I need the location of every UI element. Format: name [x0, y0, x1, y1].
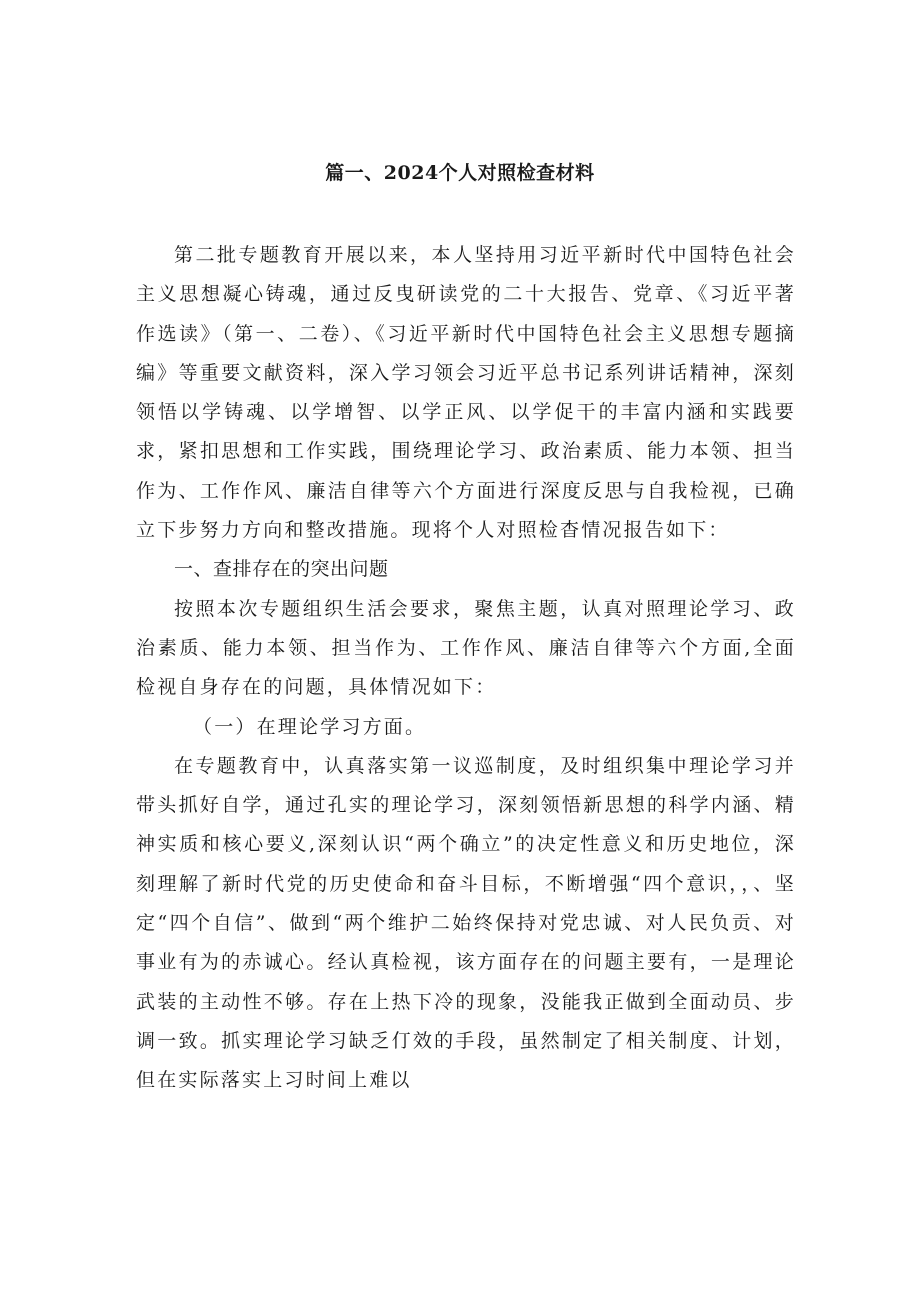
document-title: 篇一、2024个人对照检查材料 — [325, 162, 595, 184]
subsection-heading: （一）在理论学习方面。 — [193, 715, 427, 738]
intro-paragraph: 第二批专题教育开展以来，本人坚持用习近平新时代中国特色社会主义思想凝心铸魂，通过反曳研读党的二十大报告、党章、《习近平著作选读》（第一、二卷）、《习近平新时代中国特色社会主义思想专题摘编》等重要文献资料，深入学习领会习近平总书记系列讲话精神，深刻领悟以学铸魂、以学增智、以学正风、以学促干的丰富内涵和实践要求，紧扣思想和工作实践，围绕理论学习、政治素质、能力本领、担当作为、工作作风、廉洁自律等六个方面进行深度反思与自我检视，已确立下步努力方向和整改措施。现将个人对照检杳情况报告如下： — [136, 244, 796, 542]
section-paragraph: 按照本次专题组织生活会要求，聚焦主题，认真对照理论学习、政治素质、能力本领、担当作为、工作作风、廉洁自律等六个方面,全面检视自身存在的问题，具体情况如下： — [136, 597, 796, 699]
subsection-paragraph: 在专题教育中，认真落实第一议巡制度，及时组织集中理论学习并带头抓好自学，通过孔实的理论学习，深刻领悟新思想的科学内涵、精神实质和核心要义,深刻认识“两个确立”的决定性意义和历史地位，深刻理解了新时代党的历史使命和奋斗目标，不断增强“四个意识，，、坚定“四个自信”、做到“两个维护二始终保持对党忠诚、对人民负贡、对事业有为的赤诚心。经认真检视，该方面存在的问题主要有，一是理论武装的主动性不够。存在上热下冷的现象，没能我正做到全面动员、步调一致。抓实理论学习缺乏仃效的手段，虽然制定了相关制度、计划，但在实际落实上习时间上难以 — [136, 754, 796, 1092]
document-body — [136, 236, 796, 1101]
section-heading: 一、查排存在的突出问题 — [174, 558, 389, 581]
